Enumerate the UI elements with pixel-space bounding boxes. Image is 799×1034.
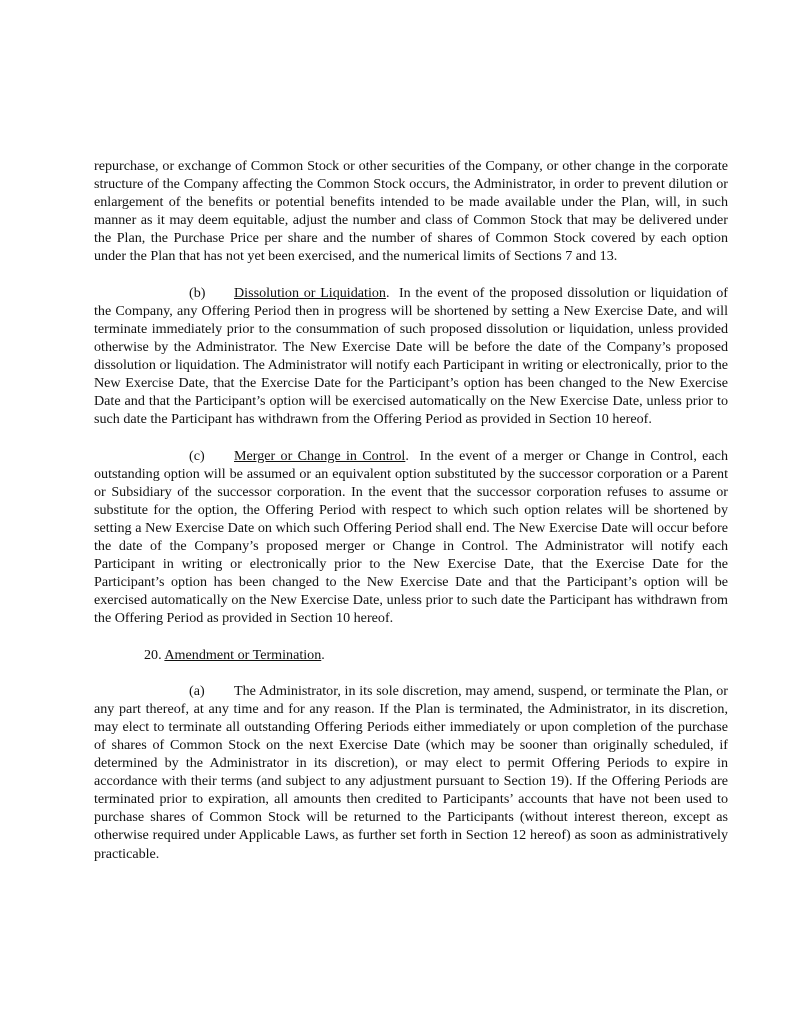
section-19c-marker: (c) — [189, 447, 205, 464]
section-20a-text: The Administrator, in its sole discretion, may amend, suspend, or terminate the Plan, or any part thereof, at any time and for any reason. If the Plan is terminated, the Administrator, in its discretion, may elect to terminate all outstanding Offering Periods either immediately or upon completion of the purchase of shares of Common Stock on the next Exercise Date (which may be sooner than originally scheduled, if determined by the Administrator in its discretion), or may elect to permit Offering Periods to expire in accordance with their terms (and subject to any adjustment pursuant to Section 19). If the Offering Periods are terminated prior to expiration, all amounts then credited to Participants’ accounts that have not been used to purchase shares of Common Stock will be returned to the Participants (without interest thereon, except as otherwise required under Applicable Laws, as further set forth in Section 12 hereof) as soon as administratively practicable. — [94, 682, 728, 862]
section-19b-marker: (b) — [189, 284, 206, 301]
section-20-heading-line: 20. Amendment or Termination. — [144, 646, 325, 663]
paragraph-gap — [94, 428, 728, 446]
continuation-paragraph — [94, 157, 728, 266]
section-20-number: 20. — [144, 646, 162, 663]
section-19b-paragraph: (b) Dissolution or Liquidation. In the event of the proposed dissolution or liquidation of the Company, any Offering Period then in progress will be shortened by setting a New Exercise Date, and will terminate immediately prior to the consummation of such proposed dissolution or liquidation, unless provided otherwise by the Administrator. The New Exercise Date will be before the date of the Company’s proposed dissolution or liquidation. The Administrator will notify each Participant in writing or electronically, prior to the New Exercise Date, that the Exercise Date for the Participant’s option has been changed to the New Exercise Date and that the Participant’s option will be exercised automatically on the New Exercise Date, unless prior to such date the Participant has withdrawn from the Offering Period as provided in Section 10 hereof. — [94, 284, 728, 428]
section-19b-text: In the event of the proposed dissolution or liquidation of the Company, any Offering Period then in progress will be shortened by setting a New Exercise Date, and will terminate immediately prior to the consummation of such proposed dissolution or liquidation, unless provided otherwise by the Administrator. The New Exercise Date will be before the date of the Company’s proposed dissolution or liquidation. The Administrator will notify each Participant in writing or electronically, prior to the New Exercise Date, that the Exercise Date for the Participant’s option has been changed to the New Exercise Date and that the Participant’s option will be exercised automatically on the New Exercise Date, unless prior to such date the Participant has withdrawn from the Offering Period as provided in Section 10 hereof. — [94, 284, 728, 428]
section-19b-heading: Dissolution or Liquidation — [234, 284, 386, 301]
document-page — [94, 157, 728, 863]
paragraph-gap — [94, 664, 728, 682]
section-20-heading: Amendment or Termination — [164, 646, 322, 663]
paragraph-gap — [94, 627, 728, 645]
section-19c-paragraph: (c) Merger or Change in Control. In the event of a merger or Change in Control, each outstanding option will be assumed or an equivalent option substituted by the successor corporation or a Parent or Subsidiary of the successor corporation. In the event that the successor corporation refuses to assume or substitute for the option, the Offering Period with respect to which such option relates will be shortened by setting a New Exercise Date on which such Offering Period shall end. The New Exercise Date will occur before the date of the Company’s proposed merger or Change in Control. The Administrator will notify each Participant in writing or electronically prior to the New Exercise Date, that the Exercise Date for the Participant’s option has been changed to the New Exercise Date and that the Participant’s option will be exercised automatically on the New Exercise Date, unless prior to such date the Participant has withdrawn from the Offering Period as provided in Section 10 hereof. — [94, 447, 728, 627]
continuation-text: repurchase, or exchange of Common Stock or other securities of the Company, or other change in the corporate structure of the Company affecting the Common Stock occurs, the Administrator, in order to prevent dilution or enlargement of the benefits or potential benefits intended to be made available under the Plan, will, in such manner as it may deem equitable, adjust the number and class of Common Stock that may be delivered under the Plan, the Purchase Price per share and the number of shares of Common Stock covered by each option under the Plan that has not yet been exercised, and the numerical limits of Sections 7 and 13. — [94, 158, 728, 265]
paragraph-gap — [94, 266, 728, 284]
section-19c-heading: Merger or Change in Control — [234, 447, 406, 464]
section-20a-marker: (a) — [189, 682, 205, 699]
section-19c-text: In the event of a merger or Change in Control, each outstanding option will be assumed or an equivalent option substituted by the successor corporation or a Parent or Subsidiary of the successor corporation. In the event that the successor corporation refuses to assume or substitute for the option, the Offering Period with respect to which such option relates will be shortened by setting a New Exercise Date on which such Offering Period shall end. The New Exercise Date will occur before the date of the Company’s proposed merger or Change in Control. The Administrator will notify each Participant in writing or electronically prior to the New Exercise Date, that the Exercise Date for the Participant’s option has been changed to the New Exercise Date and that the Participant’s option will be exercised automatically on the New Exercise Date, unless prior to such date the Participant has withdrawn from the Offering Period as provided in Section 10 hereof. — [94, 447, 728, 627]
section-20a-paragraph — [94, 682, 728, 863]
